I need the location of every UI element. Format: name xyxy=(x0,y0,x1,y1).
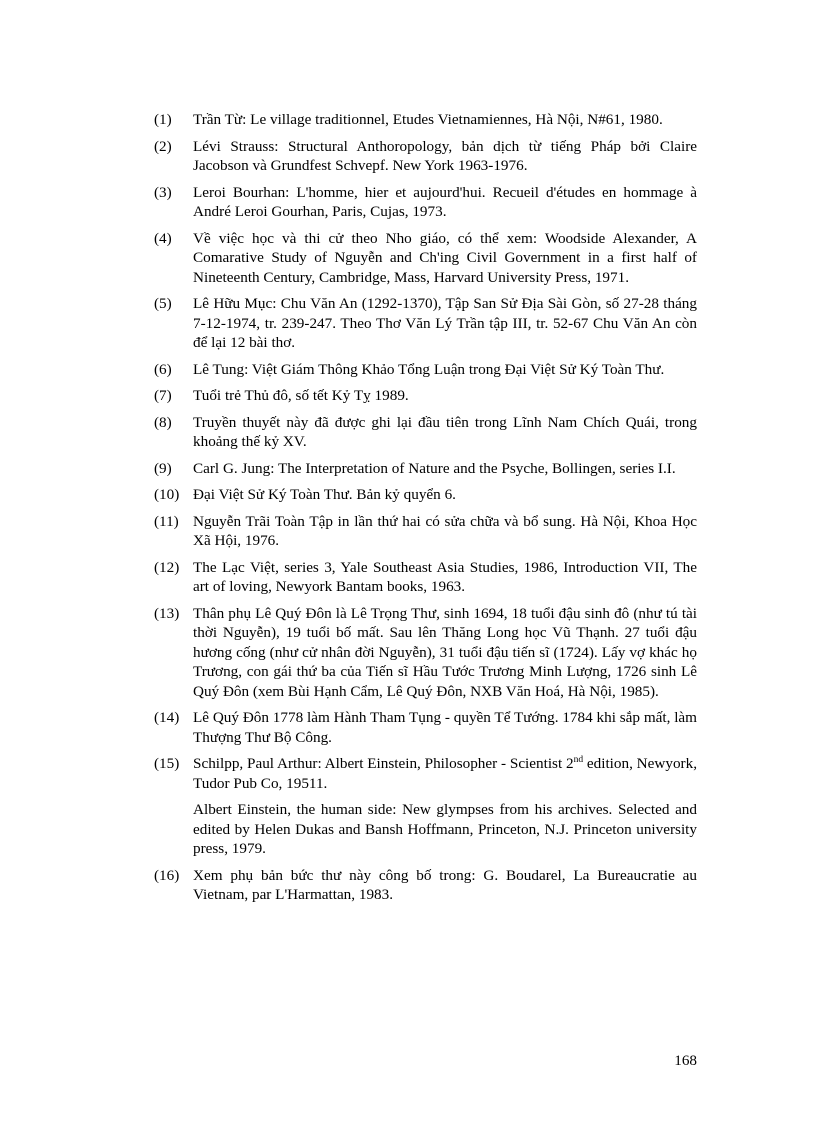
endnote-number: (14) xyxy=(154,709,180,726)
endnote-7 xyxy=(154,386,697,406)
endnote-15-continuation: Albert Einstein, the human side: New glympses from his archives. Selected and edited by Helen Dukas and Bansh Hoffmann, Princeton, N.J. Princeton university press, 1979. xyxy=(193,801,697,857)
endnote-text: Về việc học và thi cử theo Nho giáo, có thể xem: Woodside Alexander, A Comarative Study of Nguyễn and Ch'ing Civil Government in a first half of Nineteenth Century, Cambridge, Mass, Harvard University Press, 1971. xyxy=(193,229,697,286)
endnote-4 xyxy=(154,229,697,288)
endnote-text: Carl G. Jung: The Interpretation of Nature and the Psyche, Bollingen, series I.I. xyxy=(193,459,676,477)
endnote-3 xyxy=(154,183,697,222)
endnote-text-part: Schilpp, Paul Arthur: Albert Einstein, Philosopher - Scientist 2 xyxy=(193,755,574,772)
endnote-number: (3) xyxy=(154,183,172,201)
endnote-5 xyxy=(154,294,697,353)
endnote-16 xyxy=(154,866,697,905)
ordinal-superscript: nd xyxy=(573,754,584,765)
endnote-8 xyxy=(154,413,697,452)
endnote-text: Tuổi trẻ Thủ đô, số tết Kỷ Tỵ 1989. xyxy=(193,387,409,404)
endnote-number: (2) xyxy=(154,137,172,155)
endnote-2 xyxy=(154,137,697,176)
endnote-number: (10) xyxy=(154,486,180,503)
endnote-text xyxy=(193,754,697,793)
endnote-number: (8) xyxy=(154,413,172,431)
endnote-number: (4) xyxy=(154,229,172,247)
endnote-text: Lê Tung: Việt Giám Thông Khảo Tổng Luận trong Đại Việt Sử Ký Toàn Thư. xyxy=(193,360,665,378)
endnote-number: (1) xyxy=(154,111,172,128)
endnote-number: (12) xyxy=(154,558,180,576)
endnote-9 xyxy=(154,459,697,479)
endnote-number: (13) xyxy=(154,604,180,622)
endnote-number: (5) xyxy=(154,295,172,312)
endnote-text: Truyền thuyết này đã được ghi lại đầu tiên trong Lĩnh Nam Chích Quái, trong khoảng thế kỷ XV. xyxy=(193,413,697,450)
endnote-14 xyxy=(154,708,697,747)
endnote-text-part: edition, Newyork, Tudor Pub Co, 19511. xyxy=(193,755,697,792)
endnote-number: (9) xyxy=(154,459,172,477)
endnote-text: Lévi Strauss: Structural Anthoropology, bản dịch từ tiếng Pháp bởi Claire Jacobson và Grundfest Schvepf. New York 1963-1976. xyxy=(193,137,697,174)
endnote-10 xyxy=(154,485,697,505)
endnote-6 xyxy=(154,360,697,380)
endnote-11 xyxy=(154,512,697,551)
endnote-number: (6) xyxy=(154,360,172,378)
endnotes-list xyxy=(154,110,697,912)
endnote-number: (16) xyxy=(154,866,180,884)
endnote-text: Lê Quý Đôn 1778 làm Hành Tham Tụng - quyền Tể Tướng. 1784 khi sắp mất, làm Thượng Thư Bộ Công. xyxy=(193,709,697,746)
endnote-13 xyxy=(154,604,697,702)
page-number: 168 xyxy=(674,1052,697,1069)
endnote-number: (7) xyxy=(154,387,172,404)
endnote-text: Trần Từ: Le village traditionnel, Etudes Vietnamiennes, Hà Nội, N#61, 1980. xyxy=(193,111,663,128)
endnote-text: Leroi Bourhan: L'homme, hier et aujourd'hui. Recueil d'études en hommage à André Leroi Gourhan, Paris, Cujas, 1973. xyxy=(193,183,697,220)
endnote-number: (11) xyxy=(154,512,179,530)
endnote-text: Lê Hữu Mục: Chu Văn An (1292-1370), Tập San Sử Địa Sài Gòn, số 27-28 tháng 7-12-1974, tr. 239-247. Theo Thơ Văn Lý Trần tập III, tr. 52-67 Chu Văn An còn để lại 12 bài thơ. xyxy=(193,295,697,351)
endnote-1 xyxy=(154,110,697,130)
endnote-text: The Lạc Việt, series 3, Yale Southeast Asia Studies, 1986, Introduction VII, The art of loving, Newyork Bantam books, 1963. xyxy=(193,558,697,595)
endnote-12 xyxy=(154,558,697,597)
endnote-text: Xem phụ bản bức thư này công bố trong: G. Boudarel, La Bureaucratie au Vietnam, par L'Harmattan, 1983. xyxy=(193,866,697,903)
endnote-text: Thân phụ Lê Quý Đôn là Lê Trọng Thư, sinh 1694, 18 tuổi đậu sinh đô (như tú tài thời Nguyễn), 19 tuổi bố mất. Sau lên Thăng Long học Vũ Thạnh. 27 tuổi đậu hương cống (như cử nhân đời Nguyễn), 31 tuổi đậu tiến sĩ (1724). Lấy vợ khác họ Trương, con gái thứ ba của Tiến sĩ Hầu Tước Trương Minh Lượng, 1726 sinh Lê Quý Đôn (xem Bùi Hạnh Cẩm, Lê Quý Đôn, NXB Văn Hoá, Hà Nội, 1985). xyxy=(193,604,697,700)
endnote-text: Đại Việt Sử Ký Toàn Thư. Bản kỷ quyển 6. xyxy=(193,486,456,503)
endnote-number: (15) xyxy=(154,755,180,772)
endnote-text: Nguyễn Trãi Toàn Tập in lần thứ hai có sửa chữa và bổ sung. Hà Nội, Khoa Học Xã Hội, 1976. xyxy=(193,512,697,549)
endnote-15 xyxy=(154,754,697,793)
